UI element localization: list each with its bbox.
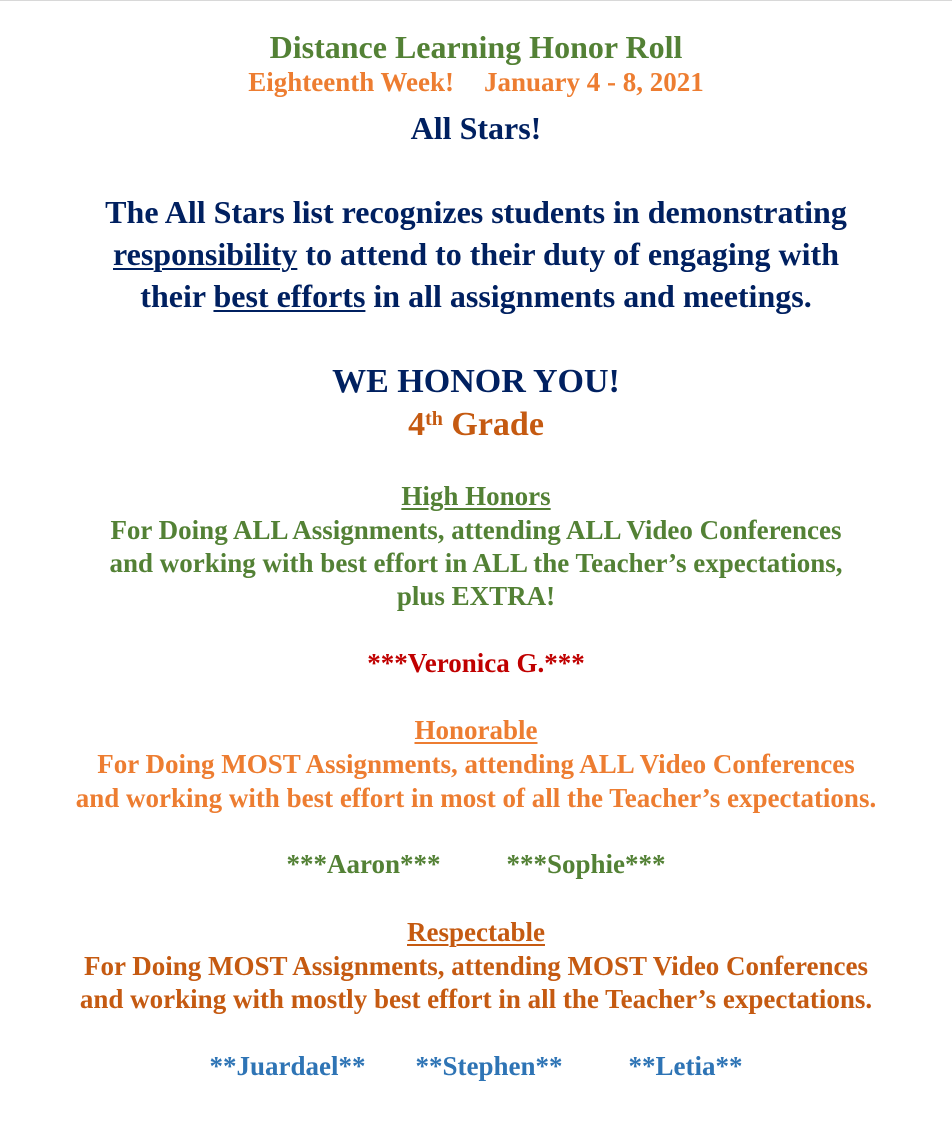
week-line bbox=[0, 67, 952, 98]
respectable-name: **Letia** bbox=[628, 1051, 743, 1081]
responsibility-text: responsibility bbox=[113, 236, 298, 272]
respectable-heading-text: Respectable bbox=[407, 917, 545, 947]
honorable-heading-text: Honorable bbox=[414, 715, 538, 745]
respectable-desc-2: and working with mostly best effort in all the Teacher’s expectations. bbox=[79, 984, 873, 1014]
respectable-heading bbox=[0, 917, 952, 948]
intro-line-2-rest: to attend to their duty of engaging with bbox=[297, 236, 839, 272]
grade-suffix: th bbox=[425, 408, 443, 430]
high-honors-heading-text: High Honors bbox=[401, 481, 551, 511]
grade-number: 4 bbox=[408, 406, 426, 443]
honorable-desc-1: For Doing MOST Assignments, attending ALL Video Conferences bbox=[97, 749, 855, 779]
high-honors-desc-2: and working with best effort in ALL the Teacher’s expectations, bbox=[109, 548, 843, 578]
honorable-heading bbox=[0, 715, 952, 746]
intro-line-3 bbox=[0, 278, 952, 315]
honorable-name: ***Aaron*** bbox=[286, 849, 441, 879]
high-honors-heading bbox=[0, 481, 952, 512]
page-title: Distance Learning Honor Roll bbox=[269, 29, 683, 65]
honorable-names bbox=[0, 849, 952, 880]
high-honors-desc-3: plus EXTRA! bbox=[396, 581, 556, 611]
high-honors-desc-1: For Doing ALL Assignments, attending ALL Video Conferences bbox=[110, 515, 842, 545]
intro-line-2 bbox=[0, 236, 952, 273]
intro-line-3-rest: in all assignments and meetings. bbox=[365, 278, 812, 314]
respectable-desc-1: For Doing MOST Assignments, attending MOST Video Conferences bbox=[83, 951, 869, 981]
high-honors-name: ***Veronica G.*** bbox=[367, 648, 585, 678]
week-dates: January 4 - 8, 2021 bbox=[484, 67, 704, 97]
all-stars-heading: All Stars! bbox=[410, 110, 542, 146]
we-honor-you: WE HONOR YOU! bbox=[332, 363, 620, 400]
week-label: Eighteenth Week! bbox=[248, 67, 454, 97]
grade-label: Grade bbox=[442, 406, 544, 443]
best-efforts-text: best efforts bbox=[213, 278, 366, 314]
honorable-name: ***Sophie*** bbox=[506, 849, 666, 879]
grade-heading bbox=[0, 406, 952, 444]
honorable-desc-2: and working with best effort in most of all the Teacher’s expectations. bbox=[75, 783, 877, 813]
respectable-name: **Stephen** bbox=[415, 1051, 563, 1081]
intro-line-1: The All Stars list recognizes students in demonstrating bbox=[105, 194, 847, 230]
intro-line-3-start: their bbox=[140, 278, 214, 314]
respectable-names bbox=[0, 1051, 952, 1082]
respectable-name: **Juardael** bbox=[209, 1051, 366, 1081]
